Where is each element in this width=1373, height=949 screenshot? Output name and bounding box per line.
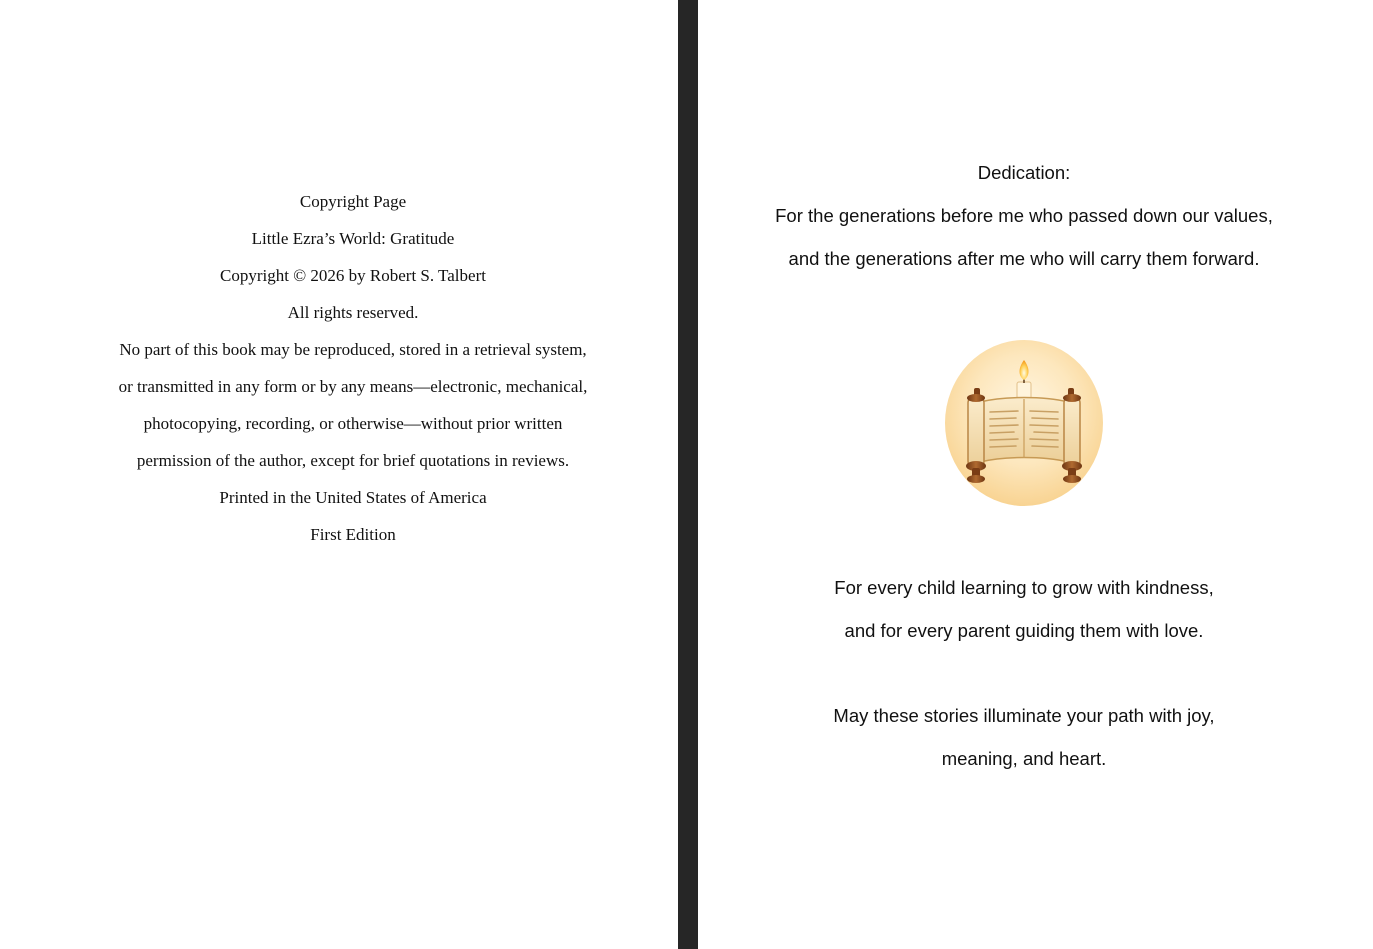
dedication-line: May these stories illuminate your path with joy, (833, 705, 1215, 726)
child-parent-text (698, 573, 1350, 659)
dedication-text (698, 158, 1350, 287)
dedication-line: For the generations before me who passed down our values, (775, 205, 1273, 226)
dedication-line: meaning, and heart. (941, 748, 1107, 769)
legal-text-line: or transmitted in any form or by any means—electronic, mechanical, (118, 377, 588, 396)
copyright-text-block (40, 186, 666, 556)
legal-text-line: No part of this book may be reproduced, stored in a retrieval system, (119, 340, 587, 359)
dedication-line: For every child learning to grow with kindness, (834, 577, 1214, 598)
torah-scroll-candle-icon (944, 338, 1104, 506)
book-title: Little Ezra’s World: Gratitude (251, 229, 455, 248)
legal-text-line: permission of the author, except for brief quotations in reviews. (136, 451, 570, 470)
edition: First Edition (310, 525, 396, 544)
dedication-page (698, 0, 1373, 949)
copyright-page (0, 0, 678, 949)
closing-text (698, 701, 1350, 787)
rights-reserved: All rights reserved. (287, 303, 419, 322)
copyright-heading: Copyright Page (299, 192, 407, 211)
dedication-line: and for every parent guiding them with love. (844, 620, 1204, 641)
copyright-notice: Copyright © 2026 by Robert S. Talbert (220, 266, 486, 285)
printed-in: Printed in the United States of America (219, 488, 487, 507)
page-gutter (678, 0, 698, 949)
dedication-line: and the generations after me who will carry them forward. (788, 248, 1260, 269)
dedication-heading: Dedication: (977, 162, 1071, 183)
legal-text-line: photocopying, recording, or otherwise—without prior written (143, 414, 563, 433)
